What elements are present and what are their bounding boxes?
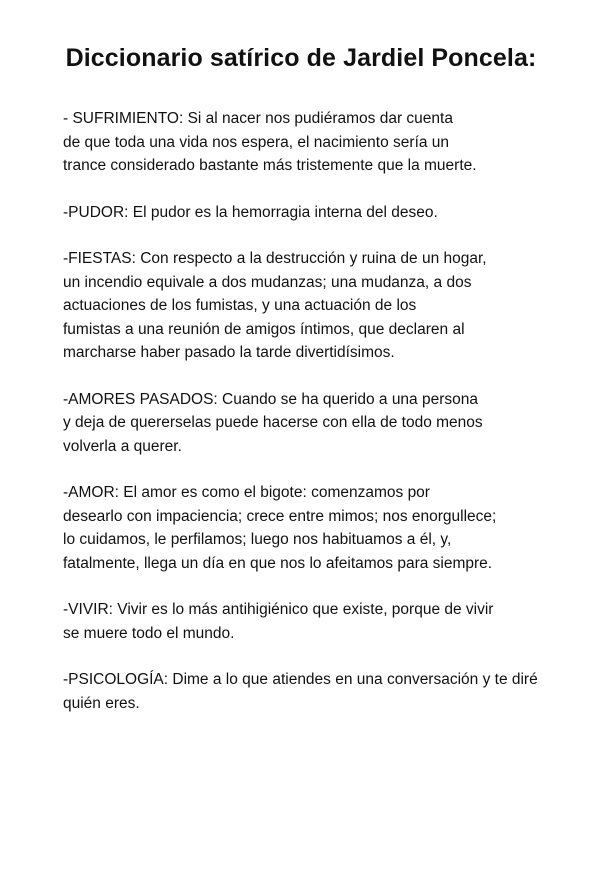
entry-line: un incendio equivale a dos mudanzas; una mudanza, a dos <box>63 273 472 291</box>
entry-vivir <box>63 598 593 645</box>
entry-line: - SUFRIMIENTO: Si al nacer nos pudiéramos dar cuenta <box>63 110 453 127</box>
page-title: Diccionario satírico de Jardiel Poncela: <box>65 44 537 72</box>
dictionary-entries <box>63 107 593 738</box>
entry-fiestas <box>63 247 593 365</box>
entry-amores-pasados <box>63 388 593 459</box>
entry-line: desearlo con impaciencia; crece entre mimos; nos enorgullece; <box>63 507 497 525</box>
entry-line: lo cuidamos, le perfilamos; luego nos habituamos a él, y, <box>63 531 452 548</box>
entry-amor <box>63 481 593 575</box>
entry-line: quién eres. <box>63 694 140 712</box>
entry-line: volverla a querer. <box>63 437 182 455</box>
entry-line: -PSICOLOGÍA: Dime a lo que atiendes en una conversación y te diré <box>63 671 538 688</box>
entry-line: -AMOR: El amor es como el bigote: comenzamos por <box>63 484 430 501</box>
entry-line: -PUDOR: El pudor es la hemorragia interna del deseo. <box>63 203 438 221</box>
entry-line: marcharse haber pasado la tarde divertidísimos. <box>63 344 395 361</box>
entry-sufrimiento <box>63 107 593 178</box>
entry-line: fatalmente, llega un día en que nos lo afeitamos para siempre. <box>63 554 493 572</box>
entry-line: y deja de quererselas puede hacerse con ella de todo menos <box>63 414 483 431</box>
entry-line: actuaciones de los fumistas, y una actuación de los <box>63 297 417 314</box>
entry-line: fumistas a una reunión de amigos íntimos, que declaren al <box>63 320 465 338</box>
entry-line: -FIESTAS: Con respecto a la destrucción y ruina de un hogar, <box>63 250 487 267</box>
entry-psicologia <box>63 668 593 715</box>
entry-line: -AMORES PASADOS: Cuando se ha querido a una persona <box>63 390 478 408</box>
entry-line: trance considerado bastante más tristemente que la muerte. <box>63 157 477 174</box>
entry-pudor <box>63 201 593 225</box>
entry-line: se muere todo el mundo. <box>63 624 235 642</box>
entry-line: de que toda una vida nos espera, el nacimiento sería un <box>63 133 450 151</box>
entry-line: -VIVIR: Vivir es lo más antihigiénico que existe, porque de vivir <box>63 601 494 618</box>
